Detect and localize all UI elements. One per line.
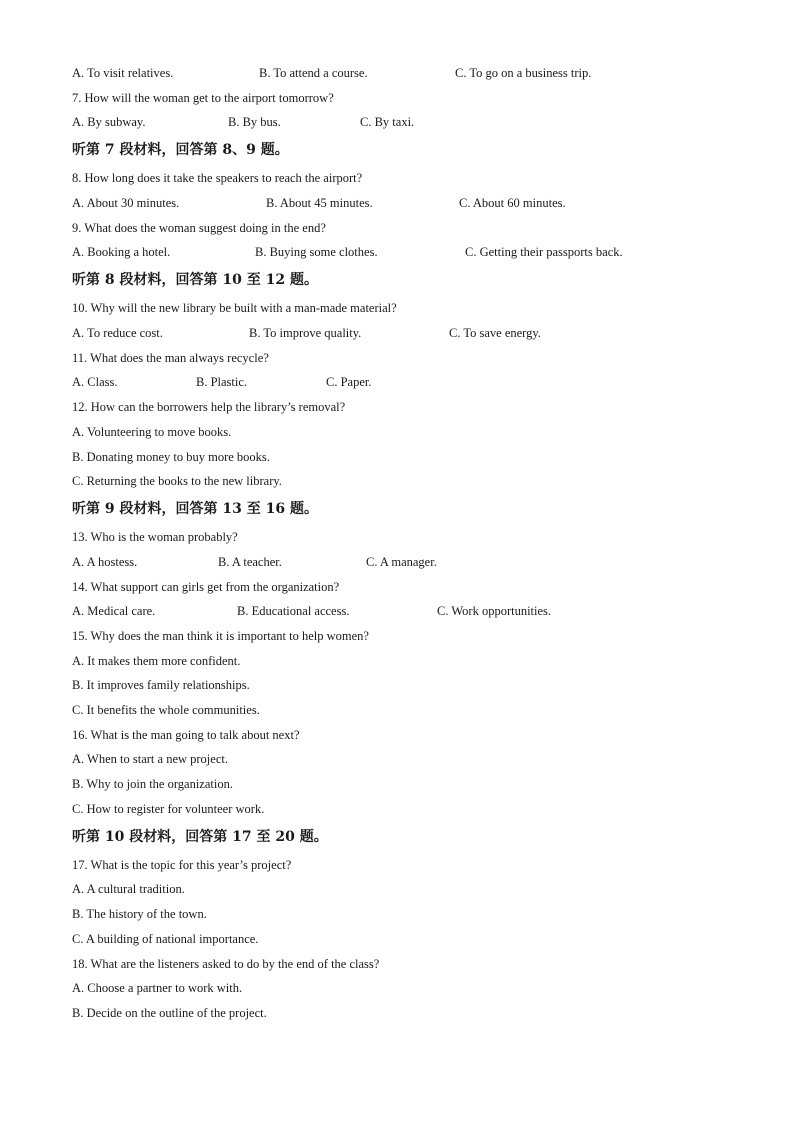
q11-option-b: B. Plastic. [196, 375, 248, 389]
q14-question: 14. What support can girls get from the organization? [72, 580, 340, 594]
q11-question: 11. What does the man always recycle? [72, 351, 269, 365]
q10-options [72, 325, 754, 341]
q10-question: 10. Why will the new library be built with a man-made material? [72, 301, 397, 315]
q15-option-a: A. It makes them more confident. [72, 654, 241, 668]
q10-option-b: B. To improve quality. [249, 326, 362, 340]
q12-option-b: B. Donating money to buy more books. [72, 450, 270, 464]
q15-question: 15. Why does the man think it is important to help women? [72, 629, 369, 643]
q15-option-b: B. It improves family relationships. [72, 678, 250, 692]
q8-option-b: B. About 45 minutes. [266, 196, 373, 210]
q15-option-c: C. It benefits the whole communities. [72, 703, 260, 717]
q12-question: 12. How can the borrowers help the library’s removal? [72, 400, 346, 414]
q14-options [72, 603, 754, 619]
q6-option-b: B. To attend a course. [259, 66, 368, 80]
section-heading-7: 听第 7 段材料，回答第 8、9 题。 [72, 142, 289, 158]
q9-option-c: C. Getting their passports back. [465, 245, 623, 259]
q7-option-b: B. By bus. [228, 115, 281, 129]
q14-option-a: A. Medical care. [72, 604, 156, 618]
q13-option-c: C. A manager. [366, 555, 437, 569]
q14-option-c: C. Work opportunities. [437, 604, 552, 618]
q7-option-c: C. By taxi. [360, 115, 415, 129]
q17-option-c: C. A building of national importance. [72, 932, 259, 946]
q7-options [72, 114, 754, 130]
q14-option-b: B. Educational access. [237, 604, 350, 618]
q9-question: 9. What does the woman suggest doing in the end? [72, 221, 326, 235]
q8-question: 8. How long does it take the speakers to reach the airport? [72, 171, 363, 185]
q9-option-b: B. Buying some clothes. [255, 245, 378, 259]
q16-question: 16. What is the man going to talk about next? [72, 728, 300, 742]
q9-options [72, 244, 754, 260]
q8-options [72, 195, 754, 211]
q10-option-c: C. To save energy. [449, 326, 541, 340]
q11-option-c: C. Paper. [326, 375, 372, 389]
q16-option-c: C. How to register for volunteer work. [72, 802, 265, 816]
q9-option-a: A. Booking a hotel. [72, 245, 171, 259]
q13-option-a: A. A hostess. [72, 555, 138, 569]
section-heading-10: 听第 10 段材料，回答第 17 至 20 题。 [72, 829, 328, 845]
q18-option-b: B. Decide on the outline of the project. [72, 1006, 267, 1020]
q11-option-a: A. Class. [72, 375, 118, 389]
q18-question: 18. What are the listeners asked to do by the end of the class? [72, 957, 380, 971]
q7-question: 7. How will the woman get to the airport tomorrow? [72, 91, 334, 105]
q16-option-a: A. When to start a new project. [72, 752, 228, 766]
q13-question: 13. Who is the woman probably? [72, 530, 238, 544]
q17-question: 17. What is the topic for this year’s project? [72, 858, 292, 872]
section-heading-9: 听第 9 段材料，回答第 13 至 16 题。 [72, 501, 318, 517]
section-heading-8: 听第 8 段材料，回答第 10 至 12 题。 [72, 272, 318, 288]
q8-option-c: C. About 60 minutes. [459, 196, 566, 210]
q6-options [72, 65, 754, 81]
q17-option-b: B. The history of the town. [72, 907, 207, 921]
q11-options [72, 374, 754, 390]
q7-option-a: A. By subway. [72, 115, 146, 129]
q12-option-c: C. Returning the books to the new library. [72, 474, 282, 488]
q18-option-a: A. Choose a partner to work with. [72, 981, 243, 995]
q10-option-a: A. To reduce cost. [72, 326, 163, 340]
q6-option-a: A. To visit relatives. [72, 66, 174, 80]
q16-option-b: B. Why to join the organization. [72, 777, 233, 791]
q6-option-c: C. To go on a business trip. [455, 66, 592, 80]
q12-option-a: A. Volunteering to move books. [72, 425, 232, 439]
q13-option-b: B. A teacher. [218, 555, 282, 569]
q17-option-a: A. A cultural tradition. [72, 882, 185, 896]
q8-option-a: A. About 30 minutes. [72, 196, 180, 210]
q13-options [72, 554, 754, 570]
